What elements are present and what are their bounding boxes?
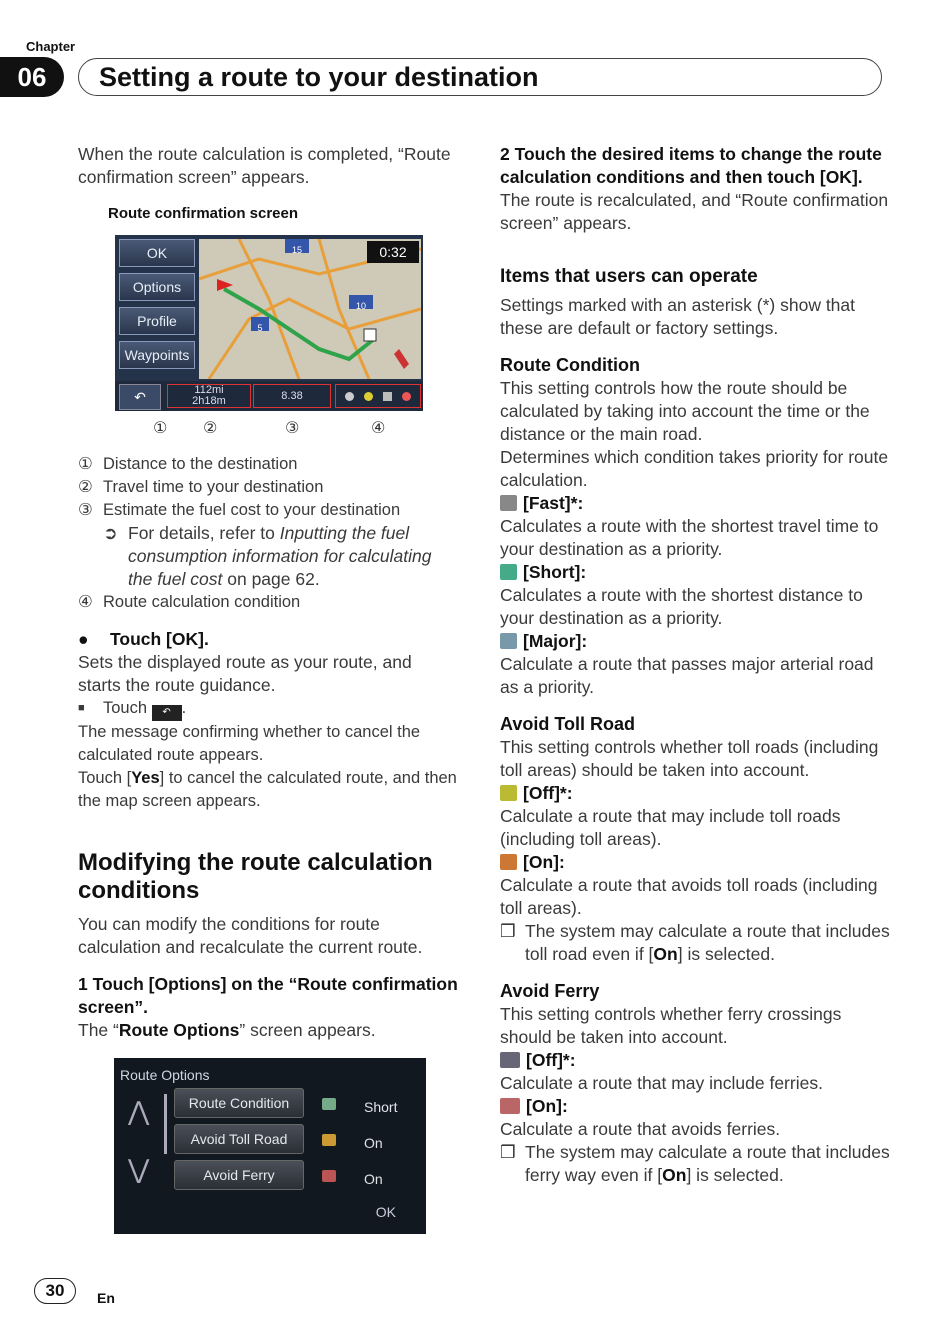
ferry-on-option: [On]: xyxy=(500,1095,890,1118)
fast-icon xyxy=(345,392,354,401)
left-column xyxy=(78,143,458,1234)
ferry-off-desc: Calculate a route that may include ferries. xyxy=(500,1073,823,1093)
items-desc: Settings marked with an asterisk (*) show that these are default or factory settings. xyxy=(500,295,856,338)
avoid-ferry-button[interactable]: Avoid Ferry xyxy=(174,1160,304,1190)
major-desc: Calculate a route that passes major arterial road as a priority. xyxy=(500,654,874,697)
ferry-on-icon xyxy=(500,1098,520,1114)
page-number: 30 xyxy=(34,1278,76,1304)
major-icon xyxy=(500,633,517,649)
reference-link: Inputting the fuel consumption information for calculating the fuel cost xyxy=(128,523,432,589)
scrollbar[interactable] xyxy=(164,1094,167,1154)
route-condition-heading: Route Condition xyxy=(500,355,640,375)
toll-off-icon xyxy=(500,785,517,801)
avoid-toll-value: On xyxy=(364,1135,383,1151)
toll-on-option: [On]: xyxy=(500,851,890,874)
back-button[interactable]: ↶ xyxy=(119,384,161,410)
ferry-icon xyxy=(383,392,392,401)
step-1: 1 Touch [Options] on the “Route confirmation screen”. xyxy=(78,974,458,1017)
ferry-note: ❒ The system may calculate a route that includes ferry way even if [On] is selected. xyxy=(500,1142,890,1185)
toll-icon xyxy=(364,392,373,401)
toll-on-icon xyxy=(322,1134,336,1146)
short-option: [Short]: xyxy=(500,561,890,584)
route-confirmation-screen xyxy=(115,235,423,411)
highway-shield-15: 15 xyxy=(285,239,309,253)
step-1-desc: The “Route Options” screen appears. xyxy=(78,1020,376,1040)
highway-shield-5: 5 xyxy=(251,317,269,331)
callout-1: ① xyxy=(153,420,168,437)
route-condition-value: Short xyxy=(364,1099,398,1115)
callout-2: ② xyxy=(203,420,218,437)
major-option: [Major]: xyxy=(500,630,890,653)
items-heading: Items that users can operate xyxy=(500,266,758,287)
ferry-off-option: [Off]*: xyxy=(500,1049,890,1072)
ok-button[interactable]: OK xyxy=(119,239,195,267)
right-column xyxy=(500,143,890,1187)
route-condition-desc: This setting controls how the route should be calculated by taking into account the time or the distance or the main road. xyxy=(500,378,870,444)
legend-item: ④ Route calculation condition xyxy=(78,593,301,611)
time-display: 0:32 xyxy=(367,241,419,263)
fuel-cost-box: 8.38 xyxy=(253,384,331,408)
back-button-icon: ↶ xyxy=(152,705,182,721)
ferry-off-icon xyxy=(500,1052,520,1068)
route-condition-button[interactable]: Route Condition xyxy=(174,1088,304,1118)
callout-4: ④ xyxy=(371,420,386,437)
ferry-on-icon xyxy=(322,1170,336,1182)
distance-time-box xyxy=(167,384,251,408)
ok-button-options[interactable]: OK xyxy=(375,1204,396,1220)
touch-back-step: ■ Touch ↶ . xyxy=(78,697,458,721)
step-2-desc: The route is recalculated, and “Route confirmation screen” appears. xyxy=(500,190,889,233)
screen-caption: Route confirmation screen xyxy=(108,205,299,222)
legend-item: ② Travel time to your destination xyxy=(78,478,324,496)
legend-item: ① Distance to the destination xyxy=(78,455,298,473)
callout-3: ③ xyxy=(285,420,300,437)
page-title: Setting a route to your destination xyxy=(78,58,882,96)
avoid-icon xyxy=(402,392,411,401)
yes-instruction: Touch [Yes] to cancel the calculated route, and then the map screen appears. xyxy=(78,769,457,810)
avoid-toll-desc: This setting controls whether toll roads (including toll areas) should be taken into account. xyxy=(500,737,879,780)
step-2: 2 Touch the desired items to change the route calculation conditions and then touch [OK]. xyxy=(500,144,882,187)
avoid-ferry-heading: Avoid Ferry xyxy=(500,981,600,1001)
route-options-title: Route Options xyxy=(120,1067,210,1083)
route-condition-desc-2: Determines which condition takes priority for route calculation. xyxy=(500,447,889,490)
toll-note: ❒ The system may calculate a route that includes toll road even if [On] is selected. xyxy=(500,921,890,964)
modify-desc: You can modify the conditions for route calculation and recalculate the current route. xyxy=(78,914,423,957)
callout-numbers xyxy=(115,417,423,439)
waypoints-button[interactable]: Waypoints xyxy=(119,341,195,369)
avoid-toll-heading: Avoid Toll Road xyxy=(500,714,635,734)
language-label: En xyxy=(97,1290,115,1306)
fast-desc: Calculates a route with the shortest travel time to your destination as a priority. xyxy=(500,516,879,559)
avoid-toll-road-button[interactable]: Avoid Toll Road xyxy=(174,1124,304,1154)
touch-ok-desc: Sets the displayed route as your route, and starts the route guidance. xyxy=(78,652,412,695)
route-info-bar xyxy=(115,381,423,411)
toll-off-desc: Calculate a route that may include toll roads (including toll areas). xyxy=(500,806,841,849)
chapter-number: 06 xyxy=(0,57,64,97)
fast-icon xyxy=(500,495,517,511)
legend-item: ③ Estimate the fuel cost to your destination xyxy=(78,501,401,519)
avoid-ferry-desc: This setting controls whether ferry crossings should be taken into account. xyxy=(500,1004,842,1047)
highway-shield-10: 10 xyxy=(349,295,373,309)
intro-text: When the route calculation is completed, “Route confirmation screen” appears. xyxy=(78,144,451,187)
avoid-ferry-value: On xyxy=(364,1171,383,1187)
profile-button[interactable]: Profile xyxy=(119,307,195,335)
travel-time-value: 2h18m xyxy=(192,395,226,407)
chapter-label: Chapter xyxy=(26,39,76,54)
legend-reference: ➲ For details, refer to Inputting the fuel consumption information for calculating the fuel cost on page 62. xyxy=(103,523,432,589)
route-options-screen xyxy=(114,1058,426,1234)
modify-heading: Modifying the route calculation conditions xyxy=(78,849,433,904)
route-condition-icons xyxy=(335,384,421,408)
options-button[interactable]: Options xyxy=(119,273,195,301)
scroll-down-icon[interactable]: ⋁ xyxy=(128,1154,150,1184)
fast-option: [Fast]*: xyxy=(500,492,890,515)
touch-ok-step: ● Touch [OK]. xyxy=(78,629,209,649)
short-icon xyxy=(500,564,517,580)
toll-on-icon xyxy=(500,854,517,870)
toll-on-desc: Calculate a route that avoids toll roads (including toll areas). xyxy=(500,875,878,918)
short-icon xyxy=(322,1098,336,1110)
toll-off-option: [Off]*: xyxy=(500,782,890,805)
distance-value: 112mi xyxy=(194,384,224,396)
back-message: The message confirming whether to cancel the calculated route appears. xyxy=(78,723,421,764)
ferry-on-desc: Calculate a route that avoids ferries. xyxy=(500,1119,781,1139)
short-desc: Calculates a route with the shortest distance to your destination as a priority. xyxy=(500,585,863,628)
scroll-up-icon[interactable]: ⋀ xyxy=(128,1096,150,1126)
